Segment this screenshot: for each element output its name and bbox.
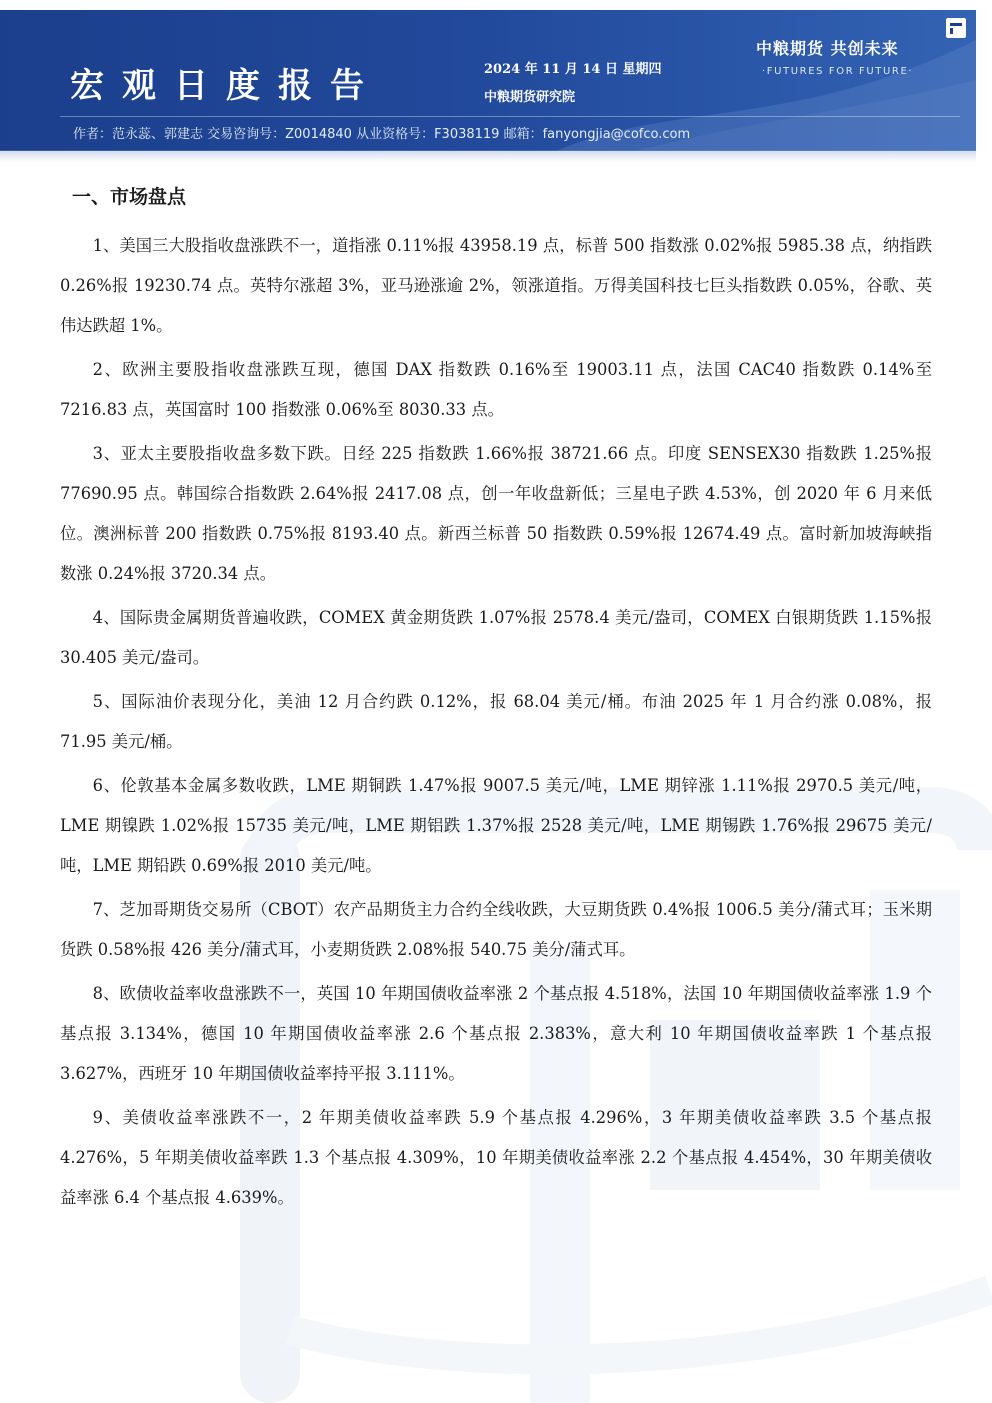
- paragraph-us-stocks: 1、美国三大股指收盘涨跌不一，道指涨 0.11%报 43958.19 点，标普 500 指数涨 0.02%报 5985.38 点，纳指跌 0.26%报 19230.74 点。英特尔涨超 3%，亚马逊涨逾 2%，领涨道指。万得美国科技七巨头指数跌 0.05%，谷歌、英伟达跌超 1%。: [60, 236, 932, 335]
- paragraph-europe-stocks: 2、欧洲主要股指收盘涨跌互现，德国 DAX 指数跌 0.16%至 19003.11 点，法国 CAC40 指数跌 0.14%至 7216.83 点，英国富时 100 指数涨 0.06%至 8030.33 点。: [60, 360, 932, 419]
- brand-slogan: ·FUTURES FOR FUTURE·: [762, 66, 914, 77]
- cofco-logo-icon: [946, 18, 966, 38]
- report-date: 2024 年 11 月 14 日 星期四: [484, 62, 662, 77]
- paragraph-asia-pacific-stocks: 3、亚太主要股指收盘多数下跌。日经 225 指数跌 1.66%报 38721.66 点。印度 SENSEX30 指数跌 1.25%报 77690.95 点。韩国综合指数跌 2.64%报 2417.08 点，创一年收盘新低；三星电子跌 4.53%，创 2020 年 6 月来低位。澳洲标普 200 指数跌 0.75%报 8193.40 点。新西兰标普 50 指数跌 0.59%报 12674.49 点。富时新加坡海峡指数涨 0.24%报 3720.34 点。: [60, 444, 932, 583]
- paragraph-base-metals: 6、伦敦基本金属多数收跌，LME 期铜跌 1.47%报 9007.5 美元/吨，LME 期锌涨 1.11%报 2970.5 美元/吨，LME 期镍跌 1.02%报 15735 美元/吨，LME 期铝跌 1.37%报 2528 美元/吨，LME 期锡跌 1.76%报 29675 美元/吨，LME 期铅跌 0.69%报 2010 美元/吨。: [60, 776, 932, 875]
- author-info: 作者：范永蕊、郭建志 交易咨询号：Z0014840 从业资格号：F3038119 邮箱：fanyongjia@cofco.com: [73, 127, 691, 142]
- report-header-banner: [0, 10, 976, 151]
- market-summary: [60, 226, 932, 1222]
- paragraph-us-treasuries: 9、美债收益率涨跌不一，2 年期美债收益率跌 5.9 个基点报 4.296%，3 年期美债收益率跌 3.5 个基点报 4.276%，5 年期美债收益率跌 1.3 个基点报 4.309%，10 年期美债收益率涨 2.2 个基点报 4.454%，30 年期美债收益率涨 6.4 个基点报 4.639%。: [60, 1108, 932, 1207]
- paragraph-cbot-agri: 7、芝加哥期货交易所（CBOT）农产品期货主力合约全线收跌，大豆期货跌 0.4%报 1006.5 美分/蒲式耳；玉米期货跌 0.58%报 426 美分/蒲式耳，小麦期货跌 2.08%报 540.75 美分/蒲式耳。: [60, 900, 932, 959]
- brand-name: 中粮期货 共创未来: [756, 39, 899, 58]
- section-heading: 一、市场盘点: [72, 186, 187, 208]
- banner-shadow: [0, 150, 976, 162]
- report-organization: 中粮期货研究院: [484, 90, 576, 105]
- paragraph-euro-bonds: 8、欧债收益率收盘涨跌不一，英国 10 年期国债收益率涨 2 个基点报 4.518%，法国 10 年期国债收益率涨 1.9 个基点报 3.134%，德国 10 年期国债收益率涨 2.6 个基点报 2.383%，意大利 10 年期国债收益率跌 1 个基点报 3.627%，西班牙 10 年期国债收益率持平报 3.111%。: [60, 984, 932, 1083]
- header-divider: [60, 116, 960, 117]
- report-title: 宏观日度报告: [70, 66, 382, 106]
- paragraph-oil: 5、国际油价表现分化，美油 12 月合约跌 0.12%，报 68.04 美元/桶。布油 2025 年 1 月合约涨 0.08%，报 71.95 美元/桶。: [60, 692, 932, 751]
- paragraph-precious-metals: 4、国际贵金属期货普遍收跌，COMEX 黄金期货跌 1.07%报 2578.4 美元/盎司，COMEX 白银期货跌 1.15%报 30.405 美元/盎司。: [60, 608, 932, 667]
